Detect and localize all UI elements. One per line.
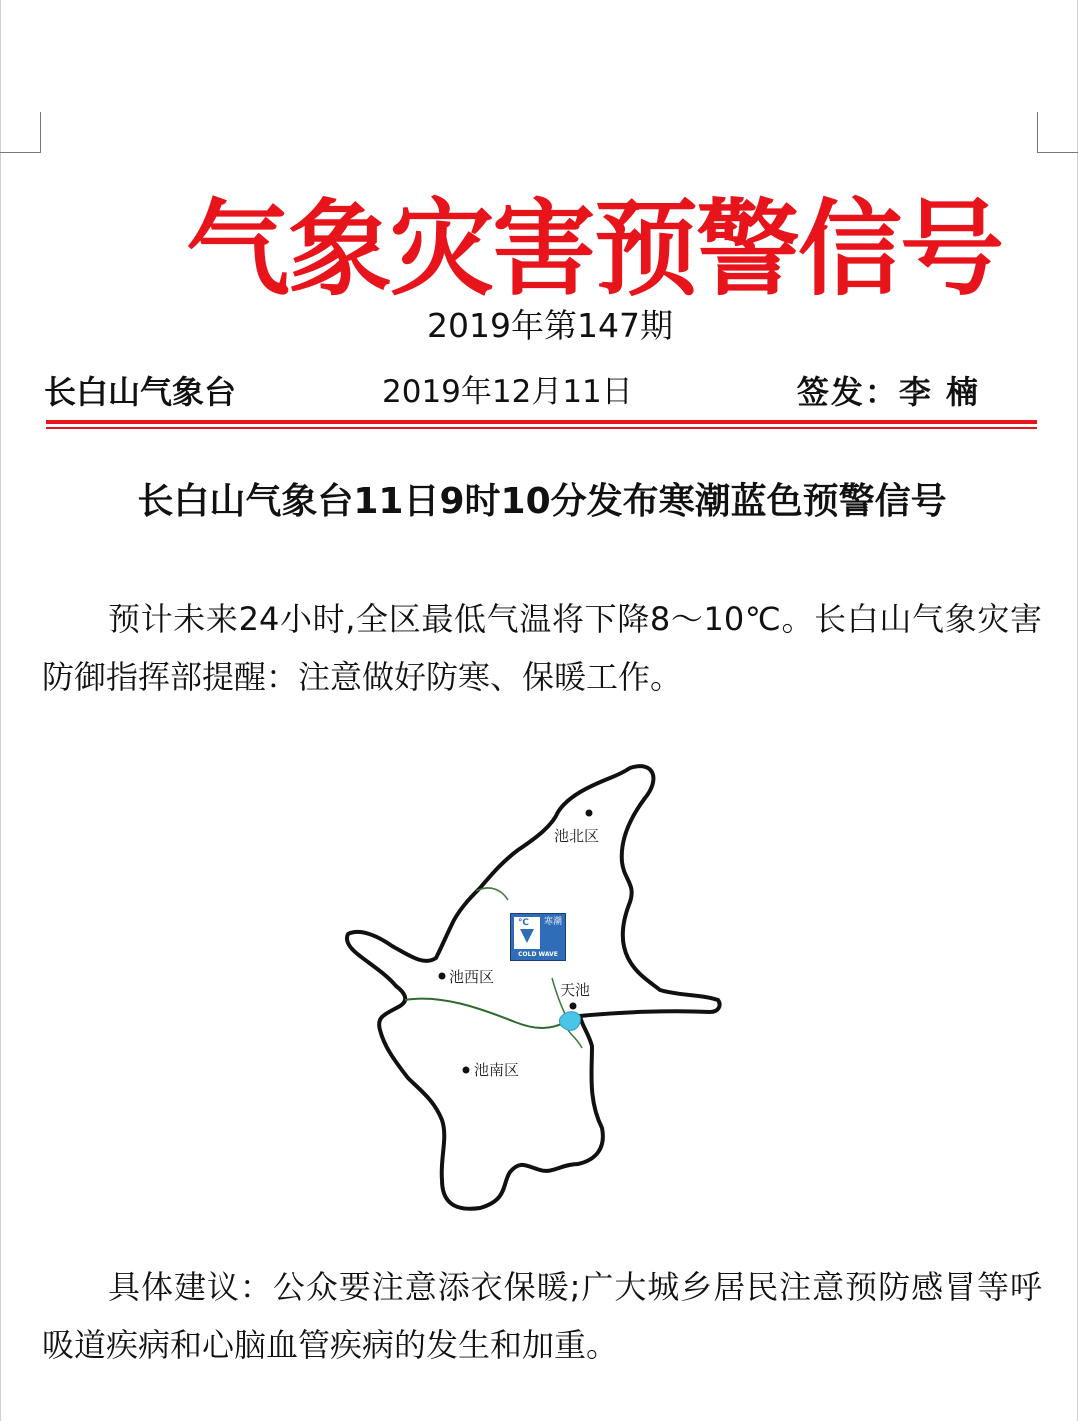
cold-wave-blue-warning-icon (510, 913, 566, 961)
label-chibei: 池北区 (554, 827, 600, 845)
crop-mark-top-right (1037, 112, 1078, 153)
tianchi-lake (559, 1012, 580, 1031)
region-map (330, 760, 730, 1220)
cold-wave-text: 寒潮 (544, 917, 563, 927)
warning-headline: 长白山气象台11日9时10分发布寒潮蓝色预警信号 (137, 481, 947, 522)
crop-mark-top-left (0, 112, 41, 153)
dot-south (463, 1067, 470, 1074)
label-chixi: 池西区 (449, 968, 495, 986)
issue-date: 2019年12月11日 (382, 374, 633, 410)
issuer-name: 长白山气象台 (44, 373, 237, 411)
signed-by: 签发：李 楠 (796, 373, 980, 411)
header-divider-thin (46, 427, 1037, 429)
dot-north (586, 810, 593, 817)
label-chinan: 池南区 (474, 1061, 520, 1079)
region-outline (347, 766, 720, 1209)
celsius-symbol: ℃ (518, 918, 529, 928)
cold-wave-caption: COLD WAVE (518, 951, 558, 958)
forecast-paragraph: 预计未来24小时,全区最低气温将下降8～10℃。长白山气象灾害防御指挥部提醒：注意做好防寒、保暖工作。 (42, 600, 1042, 696)
document-title: 气象灾害预警信号 (185, 188, 1002, 310)
issue-number: 2019年第147期 (427, 306, 673, 345)
dot-west (439, 973, 446, 980)
down-arrow-icon (520, 929, 534, 943)
region-map-svg (330, 760, 730, 1220)
label-tianchi: 天池 (560, 981, 591, 999)
dot-lake (570, 1003, 577, 1010)
advice-paragraph: 具体建议：公众要注意添衣保暖;广大城乡居民注意预防感冒等呼吸道疾病和心脑血管疾病的发生和加重。 (42, 1268, 1042, 1364)
header-divider-thick (46, 420, 1037, 424)
header-meta-row (44, 370, 1034, 414)
